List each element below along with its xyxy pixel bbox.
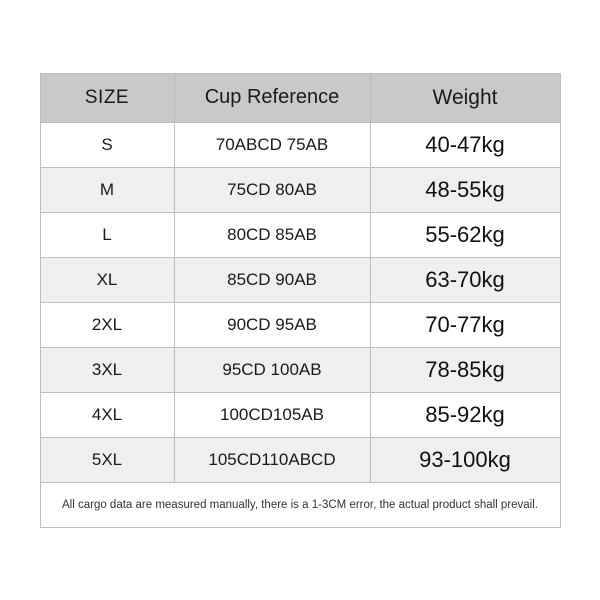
- cell-weight: 93-100kg: [370, 437, 560, 482]
- column-header-cup-reference: Cup Reference: [174, 73, 370, 122]
- table-header: [40, 73, 560, 122]
- size-chart-table: [40, 73, 561, 528]
- cell-weight: 63-70kg: [370, 257, 560, 302]
- cell-size: M: [40, 167, 174, 212]
- cell-size: 3XL: [40, 347, 174, 392]
- cell-weight: 48-55kg: [370, 167, 560, 212]
- table-row: [40, 347, 560, 392]
- cell-weight: 85-92kg: [370, 392, 560, 437]
- cell-size: XL: [40, 257, 174, 302]
- table-body: [40, 122, 560, 527]
- cell-cup-reference: 85CD 90AB: [174, 257, 370, 302]
- cell-weight: 40-47kg: [370, 122, 560, 167]
- table-row: [40, 437, 560, 482]
- table-row: [40, 257, 560, 302]
- cell-size: 2XL: [40, 302, 174, 347]
- table-row: [40, 392, 560, 437]
- cell-size: 4XL: [40, 392, 174, 437]
- column-header-size: SIZE: [40, 73, 174, 122]
- cell-cup-reference: 90CD 95AB: [174, 302, 370, 347]
- cell-size: S: [40, 122, 174, 167]
- cell-weight: 70-77kg: [370, 302, 560, 347]
- measurement-note: All cargo data are measured manually, there is a 1-3CM error, the actual product shall prevail.: [40, 482, 560, 527]
- table-note-row: [40, 482, 560, 527]
- cell-size: L: [40, 212, 174, 257]
- table-header-row: [40, 73, 560, 122]
- column-header-weight: Weight: [370, 73, 560, 122]
- cell-size: 5XL: [40, 437, 174, 482]
- cell-cup-reference: 75CD 80AB: [174, 167, 370, 212]
- cell-cup-reference: 80CD 85AB: [174, 212, 370, 257]
- cell-cup-reference: 105CD110ABCD: [174, 437, 370, 482]
- cell-cup-reference: 95CD 100AB: [174, 347, 370, 392]
- cell-weight: 78-85kg: [370, 347, 560, 392]
- table-row: [40, 212, 560, 257]
- table-row: [40, 302, 560, 347]
- cell-cup-reference: 70ABCD 75AB: [174, 122, 370, 167]
- table-row: [40, 167, 560, 212]
- cell-weight: 55-62kg: [370, 212, 560, 257]
- table-row: [40, 122, 560, 167]
- cell-cup-reference: 100CD105AB: [174, 392, 370, 437]
